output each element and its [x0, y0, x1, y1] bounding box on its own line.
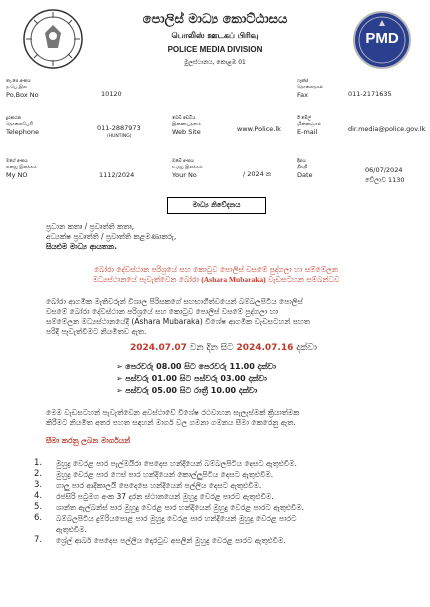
- intro-paragraph: බෝරා ආගමික මැතිවරුන් විශාල පිරිසකගේ සහභාගීත්වයෙන් බම්බලපිටිය පොලිස් වසමේ බෝරා දේවස්ථාන පරිශ්‍රයේ සහ කොටුව පොලිස් වසමේ පුද්ගලා හා සම්මේලන මධ්‍යස්ථානයේදී (Ashara Mubaraka) විශේෂ ආගමික වැඩසටහන් පහත පරිදි පැවැත්වීමට නියමිතව ඇත.: [46, 297, 310, 336]
- header-title-si: පොලිස් මාධ්‍ය කොට්ඨාසය: [142, 12, 288, 27]
- header-title-en: POLICE MEDIA DIVISION: [167, 45, 263, 54]
- date-range: 2024.07.07 වන දින සිට 2024.07.16 දක්වා: [130, 343, 317, 353]
- my-no-label: මගේ අංකය எனது இலக்கம் My NO: [6, 159, 37, 179]
- list-item: 1. මුහුදු වෙරළ පාර පැල්මයිරා පෙදෙස හන්දියෙන් බම්බලපිටිය දෙසට ඇතුළුවීම.: [34, 458, 297, 468]
- closed-roads-list: [34, 458, 424, 546]
- schedule-item: ➢ පෙරවරු 08.00 සිට පෙරවරු 11.00 දක්වා: [116, 362, 276, 371]
- email-label: ඊ මේල් மின்னஞ்சல் E-mail: [297, 116, 322, 136]
- list-item: 5. ශාන්ත ඇල්බන්ස් පාර මුහුදු වෙරළ පාර හන්දියෙන් මුහුදු වෙරළ පාරට ඇතුළුවීම.: [34, 502, 305, 512]
- date-label: දිනය திகதி Date: [297, 159, 313, 179]
- traffic-paragraph: මෙම වැඩසටහන් පැවැත්වෙන අවස්ථාවේ විශේෂ රථවාහන සැලැස්මක් ක්‍රියාත්මක කිරීමට නියමිත අතර පහත සඳහන් මාර්ග වල ගමනා ගමනය සීමා කෙරෙනු ඇත.: [46, 408, 300, 427]
- list-item: 4. රජසිරි පටුමග අංක 37 දරන ස්ථානයෙන් මුහුදු වෙරළ පාරට ඇතුළුවීම.: [34, 491, 274, 501]
- arrow-bullet-icon: ➢: [116, 386, 126, 395]
- website-value[interactable]: www.Police.lk: [237, 125, 281, 133]
- your-no-value: / 2024 ක: [243, 170, 272, 178]
- pobox-value: 10120: [101, 90, 122, 98]
- fax-label: ෆැක්ස් தொலைநகல் Fax: [297, 79, 324, 99]
- arrow-bullet-icon: ➢: [116, 374, 126, 383]
- email-value[interactable]: dir.media@police.gov.lk: [348, 125, 426, 133]
- list-item: 7. ශ්‍රේල් ආබර් පෙදෙස පල්ලිය දොරටුව අසලින් මුහුදු වෙරළ පාරට ඇතුළුවීම.: [34, 535, 286, 545]
- fax-value: 011-2171635: [348, 90, 392, 98]
- header-address: මුලස්ථානය, කොළඹ 01: [184, 59, 246, 66]
- list-item-continuation: ඇතුළුවීම.: [56, 525, 87, 534]
- website-label: වෙබ් අඩවිය இணையதளம் Web Site: [172, 116, 201, 136]
- list-item: 3. ගාලු පාර ආදිකාලයි පෙදෙසෙ හන්දියෙන් පල්ලිය දෙසට ඇතුළුවීම.: [34, 480, 262, 490]
- pobox-label: තැ.පෙ.අංකය த.பெ.இல Po.Box No: [6, 79, 39, 99]
- subject: බෝරා දේවස්ථාන පරිශ්‍රයේ සහ කොටුව පොලිස් වසමේ පුද්ගලා හා සම්මේලන මධ්‍යස්ථානයේ පැවැත්වෙන බෝරා (Ashara Mubaraka) වැඩසටහන සම්බන්ධව: [92, 265, 340, 284]
- date-time: වේලාව 1130: [365, 176, 405, 184]
- telephone-label: දුරකථන தொலைபேசி Telephone: [6, 116, 40, 136]
- addressee-line: සියළුම මාධ්‍ය ආයතන.: [46, 242, 117, 251]
- arrow-bullet-icon: ➢: [116, 362, 126, 371]
- telephone-value: 011-2887973: [97, 124, 141, 132]
- document-type: මාධ්‍ය නිවේදනය: [167, 197, 266, 214]
- addressee-line: ප්‍රධාන කතෘ / ප්‍රවෘත්ති කතෘ,: [46, 222, 135, 231]
- your-no-label: ඔබේ අංකය உமது இலக்கம் Your No: [172, 159, 203, 179]
- pmd-badge-text: PMD: [365, 30, 399, 47]
- closed-roads-heading: සීමා කරනු ලබන මාර්ගයන්: [46, 436, 131, 445]
- telephone-note: (HUNTING): [107, 134, 132, 139]
- schedule-list: [116, 361, 276, 397]
- list-item: 2. මුහුදු වෙරළ පාර ෆෙස් පාර හන්දියෙන් කොල්ලුපිටිය දෙසට ඇතුළුවීම.: [34, 469, 274, 479]
- my-no-value: 1112/2024: [99, 171, 135, 179]
- list-item: 6. බම්බලපිටිය දුම්රියපොළ පාර මුහුදු වෙරළ පාර හන්දියෙන් මුහුදු වෙරළ පාරට: [34, 513, 297, 523]
- date-value: 06/07/2024: [365, 166, 403, 174]
- addressee-line: අධ්‍යක්ෂ ප්‍රවෘත්ති / ප්‍රවෘත්ති කළමණාකරු,: [46, 232, 177, 241]
- addressees: [46, 222, 176, 252]
- schedule-item: ➢ පස්වරු 01.00 සිට පස්වරු 03.00 දක්වා: [116, 374, 267, 383]
- schedule-item: ➢ පස්වරු 05.00 සිට රාත්‍රී 10.00 දක්වා: [116, 386, 258, 395]
- header-title-ta: பொலிஸ் ஊடகப் பிரிவு: [171, 31, 259, 40]
